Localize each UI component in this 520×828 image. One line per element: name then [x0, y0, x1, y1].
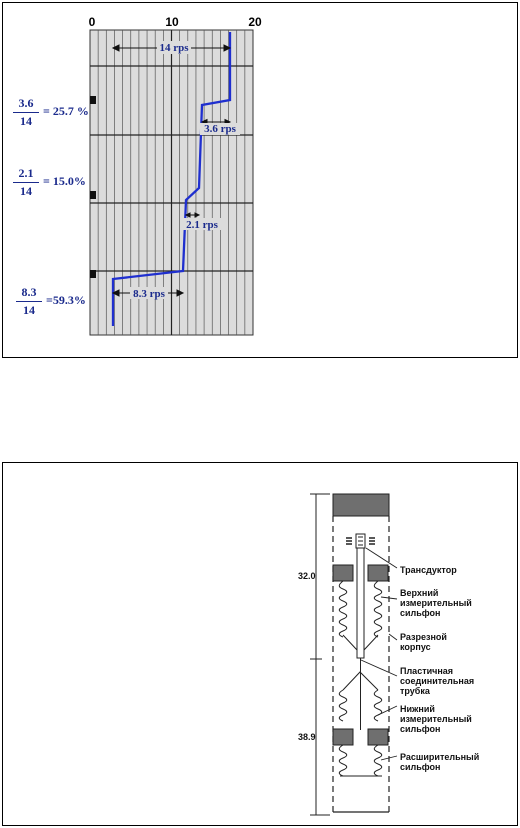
- fraction-bar: [16, 301, 42, 302]
- fraction-result: = 25.7 %: [43, 104, 89, 118]
- fraction-upper: [13, 96, 89, 129]
- dimension-32-0: 32.0: [298, 571, 316, 581]
- fraction-denominator: 14: [23, 303, 35, 317]
- label-upper-measuring-bellows: Верхний измерительный сильфон: [400, 588, 472, 618]
- dimension-38-9: 38.9: [298, 732, 316, 742]
- event-marker: [90, 96, 96, 104]
- measure-label-2-1rps: 2.1 rps: [186, 219, 218, 231]
- event-marker: [90, 270, 96, 278]
- label-flexible-connecting-tube: Пластичная соединительная трубка: [400, 666, 475, 696]
- axis-tick-20: 20: [248, 15, 262, 29]
- label-transducer: Трансдуктор: [400, 565, 457, 575]
- fraction-numerator: 3.6: [18, 96, 34, 110]
- fraction-result: = 15.0%: [43, 174, 86, 188]
- fraction-denominator: 14: [20, 184, 32, 198]
- axis-tick-10: 10: [165, 15, 179, 29]
- measure-label-14rps: 14 rps: [159, 42, 189, 54]
- fraction-bar: [13, 112, 39, 113]
- fraction-numerator: 2.1: [18, 166, 34, 180]
- label-lower-measuring-bellows: Нижний измерительный сильфон: [400, 704, 472, 734]
- fraction-numerator: 8.3: [21, 285, 37, 299]
- fraction-result: =59.3%: [46, 293, 86, 307]
- measure-label-8-3rps: 8.3 rps: [133, 288, 165, 300]
- axis-tick-0: 0: [88, 15, 96, 29]
- measure-label-3-6rps: 3.6 rps: [204, 123, 236, 135]
- fraction-denominator: 14: [20, 114, 32, 128]
- label-expansion-bellows: Расширительный сильфон: [400, 752, 480, 772]
- fraction-lower: [16, 285, 86, 318]
- label-slotted-housing: Разрезной корпус: [400, 632, 447, 652]
- event-marker: [90, 191, 96, 199]
- fraction-middle: [13, 166, 86, 199]
- fraction-bar: [13, 182, 39, 183]
